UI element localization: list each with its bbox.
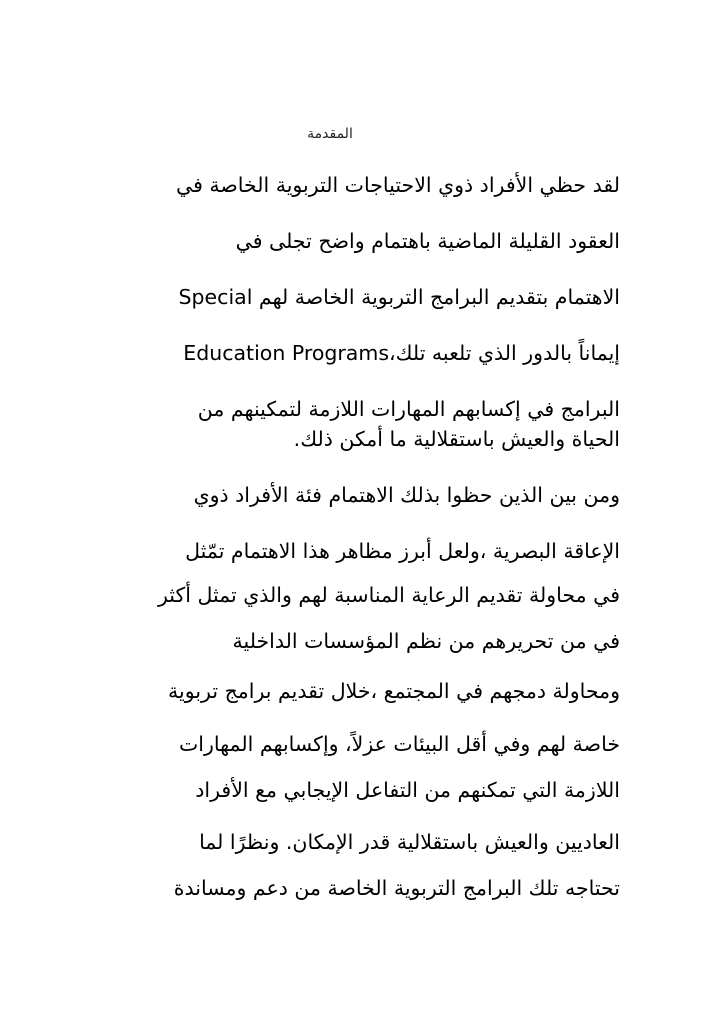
paragraph-line: اللازمة التي تمكنهم من التفاعل الإيجابي مع الأفراد bbox=[195, 778, 620, 802]
paragraph-line: تحتاجه تلك البرامج التربوية الخاصة من دعم ومساندة bbox=[173, 876, 620, 900]
paragraph-line: في من تحريرهم من نظم المؤسسات الداخلية bbox=[232, 629, 620, 653]
paragraph-line: ومن بين الذين حظوا بذلك الاهتمام فئة الأفراد ذوي bbox=[193, 483, 620, 507]
paragraph-line: الحياة والعيش باستقلالية ما أمكن ذلك. bbox=[293, 427, 620, 451]
page-title: المقدمة bbox=[307, 126, 353, 142]
paragraph-line: في محاولة تقديم الرعاية المناسبة لهم والذي تمثل أكثر bbox=[157, 583, 620, 607]
paragraph-line: Education Programs،إيماناً بالدور الذي تلعبه تلك bbox=[183, 341, 620, 365]
paragraph-line: خاصة لهم وفي أقل البيئات عزلاً، وإكسابهم المهارات bbox=[178, 732, 620, 756]
paragraph-line: الإعاقة البصرية ،ولعل أبرز مظاهر هذا الاهتمام تمّثل bbox=[185, 539, 620, 563]
paragraph-line: الاهتمام بتقديم البرامج التربوية الخاصة لهم Special bbox=[178, 285, 620, 309]
paragraph-line: ومحاولة دمجهم في المجتمع ،خلال تقديم برامج تربوية bbox=[168, 679, 620, 703]
paragraph-line: العقود القليلة الماضية باهتمام واضح تجلى في bbox=[235, 229, 620, 253]
paragraph-line: العاديين والعيش باستقلالية قدر الإمكان. ونظرًا لما bbox=[199, 830, 620, 854]
paragraph-line: لقد حظي الأفراد ذوي الاحتياجات التربوية الخاصة في bbox=[176, 173, 620, 197]
paragraph-line: البرامج في إكسابهم المهارات اللازمة لتمكينهم من bbox=[197, 397, 620, 421]
